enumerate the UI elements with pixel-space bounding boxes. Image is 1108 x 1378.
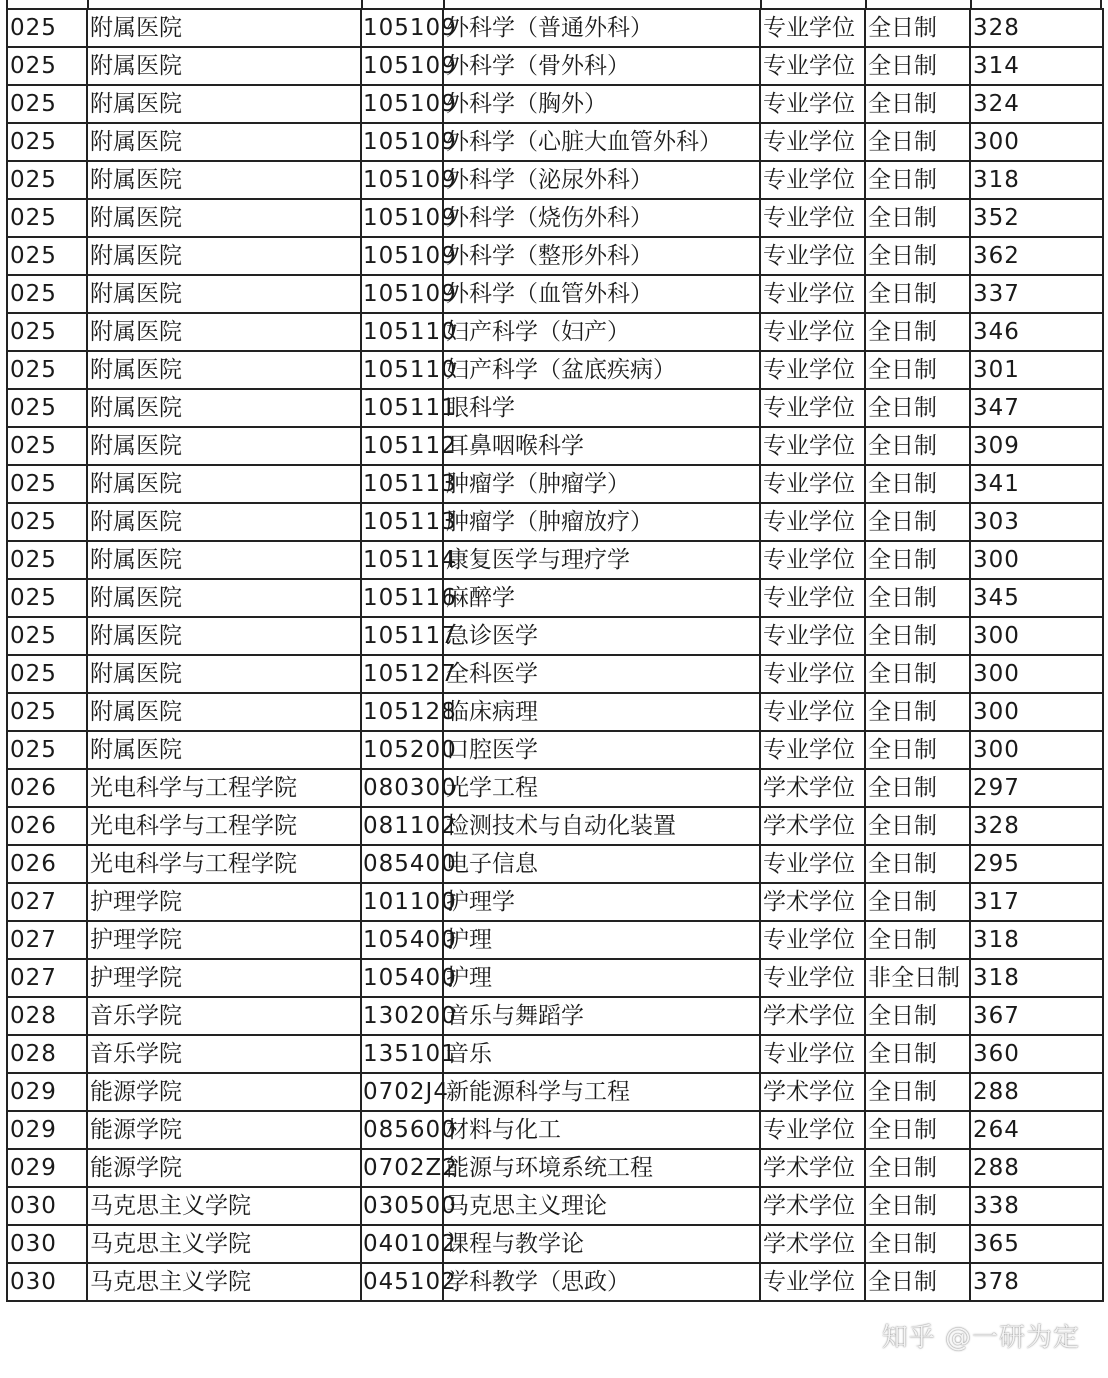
degree-type-cell: 学术学位 bbox=[760, 1073, 865, 1111]
degree-type-cell: 专业学位 bbox=[760, 465, 865, 503]
table-row bbox=[7, 313, 1103, 351]
study-mode-cell: 全日制 bbox=[865, 1111, 970, 1149]
degree-type-cell: 专业学位 bbox=[760, 161, 865, 199]
table-row bbox=[7, 275, 1103, 313]
study-mode-cell: 全日制 bbox=[865, 9, 970, 47]
major-name-cell: 外科学（血管外科） bbox=[443, 275, 760, 313]
major-name-cell: 口腔医学 bbox=[443, 731, 760, 769]
college-code-cell: 030 bbox=[7, 1187, 87, 1225]
major-code-cell: 105114 bbox=[361, 541, 443, 579]
major-code-cell: 105117 bbox=[361, 617, 443, 655]
college-name-cell: 护理学院 bbox=[87, 883, 361, 921]
degree-type-cell: 专业学位 bbox=[760, 845, 865, 883]
college-code-cell: 025 bbox=[7, 465, 87, 503]
major-code-cell: 080300 bbox=[361, 769, 443, 807]
study-mode-cell: 全日制 bbox=[865, 465, 970, 503]
major-code-cell: 105109 bbox=[361, 275, 443, 313]
major-name-cell: 临床病理 bbox=[443, 693, 760, 731]
major-code-cell: 030500 bbox=[361, 1187, 443, 1225]
college-code-cell: 025 bbox=[7, 427, 87, 465]
major-code-cell: 105109 bbox=[361, 9, 443, 47]
college-code-cell: 029 bbox=[7, 1073, 87, 1111]
college-code-cell: 027 bbox=[7, 921, 87, 959]
major-name-cell: 外科学（骨外科） bbox=[443, 47, 760, 85]
table-row bbox=[7, 1111, 1103, 1149]
major-name-cell: 肿瘤学（肿瘤放疗） bbox=[443, 503, 760, 541]
table-row bbox=[7, 1149, 1103, 1187]
table-row bbox=[7, 1263, 1103, 1301]
degree-type-cell: 学术学位 bbox=[760, 769, 865, 807]
college-name-cell: 附属医院 bbox=[87, 427, 361, 465]
major-name-cell: 外科学（普通外科） bbox=[443, 9, 760, 47]
watermark: 知乎 @一研为定 bbox=[881, 1323, 1080, 1353]
major-code-cell: 0702J4 bbox=[361, 1073, 443, 1111]
table-row bbox=[7, 161, 1103, 199]
major-code-cell: 0702Z2 bbox=[361, 1149, 443, 1187]
college-name-cell: 附属医院 bbox=[87, 579, 361, 617]
table-row bbox=[7, 503, 1103, 541]
score-cell: 360 bbox=[970, 1035, 1103, 1073]
study-mode-cell: 全日制 bbox=[865, 579, 970, 617]
degree-type-cell: 学术学位 bbox=[760, 1187, 865, 1225]
score-cell: 317 bbox=[970, 883, 1103, 921]
college-code-cell: 025 bbox=[7, 389, 87, 427]
major-code-cell: 105111 bbox=[361, 389, 443, 427]
major-name-cell: 全科医学 bbox=[443, 655, 760, 693]
major-code-cell: 135101 bbox=[361, 1035, 443, 1073]
score-cell: 288 bbox=[970, 1073, 1103, 1111]
college-name-cell: 光电科学与工程学院 bbox=[87, 769, 361, 807]
college-name-cell: 附属医院 bbox=[87, 503, 361, 541]
study-mode-cell: 全日制 bbox=[865, 845, 970, 883]
study-mode-cell: 全日制 bbox=[865, 769, 970, 807]
table-row bbox=[7, 769, 1103, 807]
study-mode-cell: 全日制 bbox=[865, 731, 970, 769]
college-code-cell: 025 bbox=[7, 731, 87, 769]
table-row bbox=[7, 1225, 1103, 1263]
major-code-cell: 105110 bbox=[361, 313, 443, 351]
table-row bbox=[7, 655, 1103, 693]
college-code-cell: 025 bbox=[7, 161, 87, 199]
score-cell: 295 bbox=[970, 845, 1103, 883]
college-name-cell: 附属医院 bbox=[87, 693, 361, 731]
study-mode-cell: 全日制 bbox=[865, 997, 970, 1035]
score-cell: 346 bbox=[970, 313, 1103, 351]
college-name-cell: 马克思主义学院 bbox=[87, 1187, 361, 1225]
study-mode-cell: 全日制 bbox=[865, 161, 970, 199]
table-row bbox=[7, 351, 1103, 389]
table-row bbox=[7, 47, 1103, 85]
college-code-cell: 025 bbox=[7, 123, 87, 161]
study-mode-cell: 全日制 bbox=[865, 503, 970, 541]
study-mode-cell: 全日制 bbox=[865, 807, 970, 845]
score-cell: 300 bbox=[970, 655, 1103, 693]
study-mode-cell: 全日制 bbox=[865, 275, 970, 313]
score-cell: 300 bbox=[970, 617, 1103, 655]
college-name-cell: 附属医院 bbox=[87, 237, 361, 275]
college-name-cell: 马克思主义学院 bbox=[87, 1263, 361, 1301]
major-name-cell: 护理 bbox=[443, 921, 760, 959]
college-code-cell: 025 bbox=[7, 655, 87, 693]
study-mode-cell: 全日制 bbox=[865, 199, 970, 237]
table-row bbox=[7, 199, 1103, 237]
score-cell: 362 bbox=[970, 237, 1103, 275]
study-mode-cell: 全日制 bbox=[865, 313, 970, 351]
score-cell: 328 bbox=[970, 9, 1103, 47]
study-mode-cell: 全日制 bbox=[865, 123, 970, 161]
degree-type-cell: 专业学位 bbox=[760, 1035, 865, 1073]
score-cell: 365 bbox=[970, 1225, 1103, 1263]
college-name-cell: 附属医院 bbox=[87, 313, 361, 351]
study-mode-cell: 全日制 bbox=[865, 921, 970, 959]
major-name-cell: 麻醉学 bbox=[443, 579, 760, 617]
college-name-cell: 附属医院 bbox=[87, 123, 361, 161]
table-row bbox=[7, 845, 1103, 883]
score-cell: 297 bbox=[970, 769, 1103, 807]
major-name-cell: 护理学 bbox=[443, 883, 760, 921]
major-name-cell: 材料与化工 bbox=[443, 1111, 760, 1149]
major-code-cell: 105116 bbox=[361, 579, 443, 617]
table-row bbox=[7, 85, 1103, 123]
college-code-cell: 030 bbox=[7, 1225, 87, 1263]
major-code-cell: 105109 bbox=[361, 85, 443, 123]
score-cell: 318 bbox=[970, 921, 1103, 959]
major-code-cell: 105109 bbox=[361, 47, 443, 85]
college-name-cell: 附属医院 bbox=[87, 389, 361, 427]
college-name-cell: 附属医院 bbox=[87, 731, 361, 769]
major-name-cell: 新能源科学与工程 bbox=[443, 1073, 760, 1111]
college-name-cell: 附属医院 bbox=[87, 465, 361, 503]
degree-type-cell: 专业学位 bbox=[760, 313, 865, 351]
degree-type-cell: 专业学位 bbox=[760, 351, 865, 389]
major-code-cell: 105200 bbox=[361, 731, 443, 769]
study-mode-cell: 全日制 bbox=[865, 655, 970, 693]
table-row bbox=[7, 959, 1103, 997]
table-row bbox=[7, 731, 1103, 769]
study-mode-cell: 全日制 bbox=[865, 541, 970, 579]
table-row bbox=[7, 1073, 1103, 1111]
major-name-cell: 能源与环境系统工程 bbox=[443, 1149, 760, 1187]
degree-type-cell: 学术学位 bbox=[760, 1225, 865, 1263]
study-mode-cell: 全日制 bbox=[865, 427, 970, 465]
study-mode-cell: 非全日制 bbox=[865, 959, 970, 997]
major-name-cell: 外科学（烧伤外科） bbox=[443, 199, 760, 237]
score-cell: 345 bbox=[970, 579, 1103, 617]
score-cell: 328 bbox=[970, 807, 1103, 845]
degree-type-cell: 专业学位 bbox=[760, 731, 865, 769]
score-cell: 300 bbox=[970, 123, 1103, 161]
college-code-cell: 025 bbox=[7, 275, 87, 313]
college-name-cell: 附属医院 bbox=[87, 617, 361, 655]
major-name-cell: 妇产科学（盆底疾病） bbox=[443, 351, 760, 389]
table-row bbox=[7, 9, 1103, 47]
table-row bbox=[7, 883, 1103, 921]
college-code-cell: 025 bbox=[7, 579, 87, 617]
major-code-cell: 105400 bbox=[361, 959, 443, 997]
college-name-cell: 能源学院 bbox=[87, 1073, 361, 1111]
college-code-cell: 026 bbox=[7, 845, 87, 883]
college-name-cell: 光电科学与工程学院 bbox=[87, 845, 361, 883]
study-mode-cell: 全日制 bbox=[865, 237, 970, 275]
college-name-cell: 能源学院 bbox=[87, 1149, 361, 1187]
college-code-cell: 025 bbox=[7, 85, 87, 123]
college-code-cell: 025 bbox=[7, 199, 87, 237]
degree-type-cell: 专业学位 bbox=[760, 1111, 865, 1149]
major-code-cell: 101100 bbox=[361, 883, 443, 921]
degree-type-cell: 学术学位 bbox=[760, 1149, 865, 1187]
score-cell: 314 bbox=[970, 47, 1103, 85]
degree-type-cell: 专业学位 bbox=[760, 9, 865, 47]
degree-type-cell: 专业学位 bbox=[760, 47, 865, 85]
college-name-cell: 附属医院 bbox=[87, 9, 361, 47]
table-row bbox=[7, 997, 1103, 1035]
major-name-cell: 学科教学（思政） bbox=[443, 1263, 760, 1301]
major-name-cell: 康复医学与理疗学 bbox=[443, 541, 760, 579]
major-name-cell: 护理 bbox=[443, 959, 760, 997]
degree-type-cell: 专业学位 bbox=[760, 123, 865, 161]
score-cell: 309 bbox=[970, 427, 1103, 465]
college-name-cell: 音乐学院 bbox=[87, 997, 361, 1035]
study-mode-cell: 全日制 bbox=[865, 1187, 970, 1225]
major-code-cell: 105109 bbox=[361, 199, 443, 237]
score-cell: 300 bbox=[970, 693, 1103, 731]
degree-type-cell: 专业学位 bbox=[760, 1263, 865, 1301]
college-code-cell: 030 bbox=[7, 1263, 87, 1301]
degree-type-cell: 专业学位 bbox=[760, 921, 865, 959]
college-name-cell: 附属医院 bbox=[87, 161, 361, 199]
major-code-cell: 040102 bbox=[361, 1225, 443, 1263]
college-name-cell: 能源学院 bbox=[87, 1111, 361, 1149]
score-cell: 337 bbox=[970, 275, 1103, 313]
college-code-cell: 025 bbox=[7, 617, 87, 655]
college-name-cell: 附属医院 bbox=[87, 199, 361, 237]
degree-type-cell: 学术学位 bbox=[760, 997, 865, 1035]
college-code-cell: 025 bbox=[7, 9, 87, 47]
degree-type-cell: 专业学位 bbox=[760, 655, 865, 693]
table-row bbox=[7, 579, 1103, 617]
major-name-cell: 音乐 bbox=[443, 1035, 760, 1073]
major-code-cell: 105109 bbox=[361, 123, 443, 161]
score-cell: 367 bbox=[970, 997, 1103, 1035]
score-cell: 300 bbox=[970, 731, 1103, 769]
table-row bbox=[7, 921, 1103, 959]
major-code-cell: 105109 bbox=[361, 237, 443, 275]
table-row bbox=[7, 807, 1103, 845]
college-code-cell: 028 bbox=[7, 997, 87, 1035]
college-name-cell: 音乐学院 bbox=[87, 1035, 361, 1073]
table-row bbox=[7, 237, 1103, 275]
table-row bbox=[7, 541, 1103, 579]
table-row bbox=[7, 427, 1103, 465]
college-name-cell: 护理学院 bbox=[87, 921, 361, 959]
study-mode-cell: 全日制 bbox=[865, 1149, 970, 1187]
degree-type-cell: 专业学位 bbox=[760, 541, 865, 579]
college-name-cell: 附属医院 bbox=[87, 275, 361, 313]
major-name-cell: 马克思主义理论 bbox=[443, 1187, 760, 1225]
college-name-cell: 附属医院 bbox=[87, 47, 361, 85]
college-code-cell: 025 bbox=[7, 313, 87, 351]
major-name-cell: 电子信息 bbox=[443, 845, 760, 883]
college-code-cell: 025 bbox=[7, 47, 87, 85]
score-table-sheet bbox=[6, 0, 1102, 1371]
college-code-cell: 029 bbox=[7, 1149, 87, 1187]
table-row bbox=[7, 693, 1103, 731]
college-name-cell: 附属医院 bbox=[87, 351, 361, 389]
major-name-cell: 光学工程 bbox=[443, 769, 760, 807]
degree-type-cell: 专业学位 bbox=[760, 503, 865, 541]
degree-type-cell: 专业学位 bbox=[760, 389, 865, 427]
study-mode-cell: 全日制 bbox=[865, 47, 970, 85]
score-table bbox=[6, 8, 1104, 1302]
study-mode-cell: 全日制 bbox=[865, 389, 970, 427]
study-mode-cell: 全日制 bbox=[865, 1073, 970, 1111]
study-mode-cell: 全日制 bbox=[865, 1035, 970, 1073]
major-code-cell: 105127 bbox=[361, 655, 443, 693]
table-row bbox=[7, 389, 1103, 427]
college-code-cell: 025 bbox=[7, 541, 87, 579]
college-name-cell: 光电科学与工程学院 bbox=[87, 807, 361, 845]
major-name-cell: 肿瘤学（肿瘤学） bbox=[443, 465, 760, 503]
score-cell: 338 bbox=[970, 1187, 1103, 1225]
major-code-cell: 105110 bbox=[361, 351, 443, 389]
table-row bbox=[7, 1187, 1103, 1225]
college-code-cell: 027 bbox=[7, 959, 87, 997]
college-code-cell: 027 bbox=[7, 883, 87, 921]
study-mode-cell: 全日制 bbox=[865, 1263, 970, 1301]
college-code-cell: 029 bbox=[7, 1111, 87, 1149]
degree-type-cell: 专业学位 bbox=[760, 617, 865, 655]
degree-type-cell: 专业学位 bbox=[760, 275, 865, 313]
table-row bbox=[7, 1035, 1103, 1073]
score-cell: 300 bbox=[970, 541, 1103, 579]
major-code-cell: 105113 bbox=[361, 503, 443, 541]
degree-type-cell: 专业学位 bbox=[760, 959, 865, 997]
score-cell: 288 bbox=[970, 1149, 1103, 1187]
score-cell: 301 bbox=[970, 351, 1103, 389]
major-name-cell: 外科学（胸外） bbox=[443, 85, 760, 123]
college-code-cell: 025 bbox=[7, 351, 87, 389]
major-code-cell: 085600 bbox=[361, 1111, 443, 1149]
major-code-cell: 105128 bbox=[361, 693, 443, 731]
college-name-cell: 附属医院 bbox=[87, 541, 361, 579]
degree-type-cell: 专业学位 bbox=[760, 237, 865, 275]
major-name-cell: 耳鼻咽喉科学 bbox=[443, 427, 760, 465]
college-code-cell: 026 bbox=[7, 807, 87, 845]
study-mode-cell: 全日制 bbox=[865, 617, 970, 655]
study-mode-cell: 全日制 bbox=[865, 351, 970, 389]
major-code-cell: 045102 bbox=[361, 1263, 443, 1301]
table-row bbox=[7, 617, 1103, 655]
college-name-cell: 护理学院 bbox=[87, 959, 361, 997]
study-mode-cell: 全日制 bbox=[865, 693, 970, 731]
major-name-cell: 外科学（泌尿外科） bbox=[443, 161, 760, 199]
table-body bbox=[7, 9, 1103, 1301]
degree-type-cell: 学术学位 bbox=[760, 883, 865, 921]
college-code-cell: 025 bbox=[7, 237, 87, 275]
major-name-cell: 音乐与舞蹈学 bbox=[443, 997, 760, 1035]
college-name-cell: 附属医院 bbox=[87, 655, 361, 693]
score-cell: 324 bbox=[970, 85, 1103, 123]
major-code-cell: 081102 bbox=[361, 807, 443, 845]
score-cell: 264 bbox=[970, 1111, 1103, 1149]
score-cell: 303 bbox=[970, 503, 1103, 541]
major-name-cell: 课程与教学论 bbox=[443, 1225, 760, 1263]
degree-type-cell: 专业学位 bbox=[760, 427, 865, 465]
major-name-cell: 检测技术与自动化装置 bbox=[443, 807, 760, 845]
score-cell: 341 bbox=[970, 465, 1103, 503]
major-name-cell: 外科学（心脏大血管外科） bbox=[443, 123, 760, 161]
major-code-cell: 105400 bbox=[361, 921, 443, 959]
major-code-cell: 105112 bbox=[361, 427, 443, 465]
major-name-cell: 外科学（整形外科） bbox=[443, 237, 760, 275]
college-code-cell: 025 bbox=[7, 503, 87, 541]
major-name-cell: 妇产科学（妇产） bbox=[443, 313, 760, 351]
degree-type-cell: 专业学位 bbox=[760, 85, 865, 123]
college-name-cell: 马克思主义学院 bbox=[87, 1225, 361, 1263]
major-code-cell: 085400 bbox=[361, 845, 443, 883]
degree-type-cell: 专业学位 bbox=[760, 693, 865, 731]
degree-type-cell: 学术学位 bbox=[760, 807, 865, 845]
study-mode-cell: 全日制 bbox=[865, 1225, 970, 1263]
study-mode-cell: 全日制 bbox=[865, 85, 970, 123]
major-name-cell: 急诊医学 bbox=[443, 617, 760, 655]
major-name-cell: 眼科学 bbox=[443, 389, 760, 427]
score-cell: 352 bbox=[970, 199, 1103, 237]
major-code-cell: 130200 bbox=[361, 997, 443, 1035]
college-code-cell: 025 bbox=[7, 693, 87, 731]
score-cell: 347 bbox=[970, 389, 1103, 427]
table-row bbox=[7, 465, 1103, 503]
major-code-cell: 105109 bbox=[361, 161, 443, 199]
college-code-cell: 028 bbox=[7, 1035, 87, 1073]
degree-type-cell: 专业学位 bbox=[760, 199, 865, 237]
college-code-cell: 026 bbox=[7, 769, 87, 807]
score-cell: 318 bbox=[970, 161, 1103, 199]
college-name-cell: 附属医院 bbox=[87, 85, 361, 123]
score-cell: 378 bbox=[970, 1263, 1103, 1301]
study-mode-cell: 全日制 bbox=[865, 883, 970, 921]
score-cell: 318 bbox=[970, 959, 1103, 997]
degree-type-cell: 专业学位 bbox=[760, 579, 865, 617]
major-code-cell: 105113 bbox=[361, 465, 443, 503]
table-row bbox=[7, 123, 1103, 161]
